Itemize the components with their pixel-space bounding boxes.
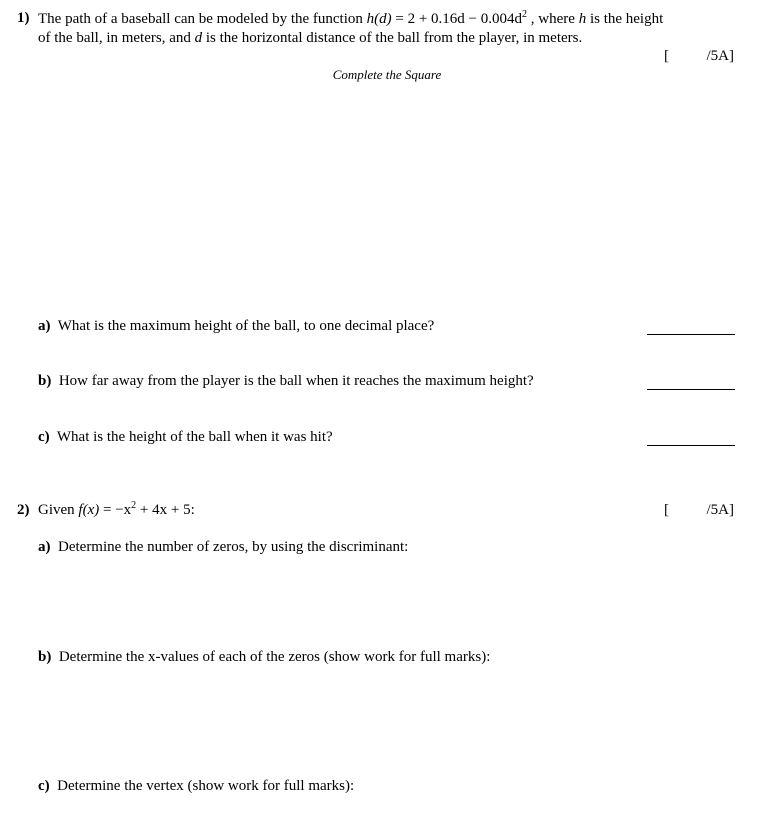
- part-letter: b): [38, 649, 52, 665]
- question-1-line-1: [38, 10, 663, 28]
- part-text: What is the height of the ball when it was hit?: [56, 429, 333, 445]
- function-h-exponent: 2: [522, 9, 528, 20]
- given-label: Given: [38, 502, 75, 518]
- question-2-part-b: [38, 649, 490, 666]
- part-letter: b): [38, 373, 52, 389]
- part-text: How far away from the player is the ball when it reaches the maximum height?: [58, 373, 534, 389]
- question-1-part-b: [38, 373, 534, 390]
- function-f-rest: + 4x + 5:: [136, 502, 195, 518]
- question-2-marks: [664, 502, 734, 519]
- question-1-text-end: is the height: [589, 11, 664, 27]
- question-1-marks: [664, 48, 734, 65]
- marks-value: /5A]: [706, 502, 734, 518]
- question-2-part-a: [38, 539, 408, 556]
- question-1-number: 1): [17, 10, 30, 26]
- question-2-part-c: [38, 778, 354, 795]
- part-text: Determine the vertex (show work for full marks):: [57, 778, 355, 794]
- question-1-part-a: [38, 318, 434, 335]
- answer-line-b[interactable]: [647, 389, 735, 390]
- part-letter: c): [38, 429, 50, 445]
- question-1-line-2-end: is the horizontal distance of the ball from the player, in meters.: [205, 30, 583, 46]
- function-f-exponent: 2: [131, 500, 137, 511]
- part-letter: a): [38, 318, 51, 334]
- function-h-lhs: h(d): [366, 11, 392, 27]
- variable-h: h: [578, 11, 587, 27]
- function-f-body: = −x: [99, 502, 132, 518]
- answer-line-c[interactable]: [647, 445, 735, 446]
- marks-bracket: [: [664, 48, 669, 64]
- question-1-text-start: The path of a baseball can be modeled by the function: [38, 11, 363, 27]
- marks-bracket: [: [664, 502, 669, 518]
- function-h-body: = 2 + 0.16d − 0.004d: [391, 11, 523, 27]
- variable-d: d: [194, 30, 203, 46]
- question-2-stem: [38, 502, 195, 519]
- part-letter: c): [38, 778, 50, 794]
- question-1-text-after-fn: , where: [530, 11, 575, 27]
- question-1-line-2: [38, 29, 582, 47]
- part-text: Determine the number of zeros, by using the discriminant:: [58, 539, 409, 555]
- part-text: What is the maximum height of the ball, to one decimal place?: [57, 318, 435, 334]
- question-1-part-c: [38, 429, 333, 446]
- method-note: Complete the Square: [332, 67, 442, 82]
- answer-line-a[interactable]: [647, 334, 735, 335]
- part-letter: a): [38, 539, 51, 555]
- question-1-line-2-start: of the ball, in meters, and: [38, 30, 191, 46]
- marks-value: /5A]: [706, 48, 734, 64]
- question-2-number: 2): [17, 502, 30, 518]
- function-f-lhs: f(x): [78, 502, 100, 518]
- part-text: Determine the x-values of each of the zeros (show work for full marks):: [58, 649, 491, 665]
